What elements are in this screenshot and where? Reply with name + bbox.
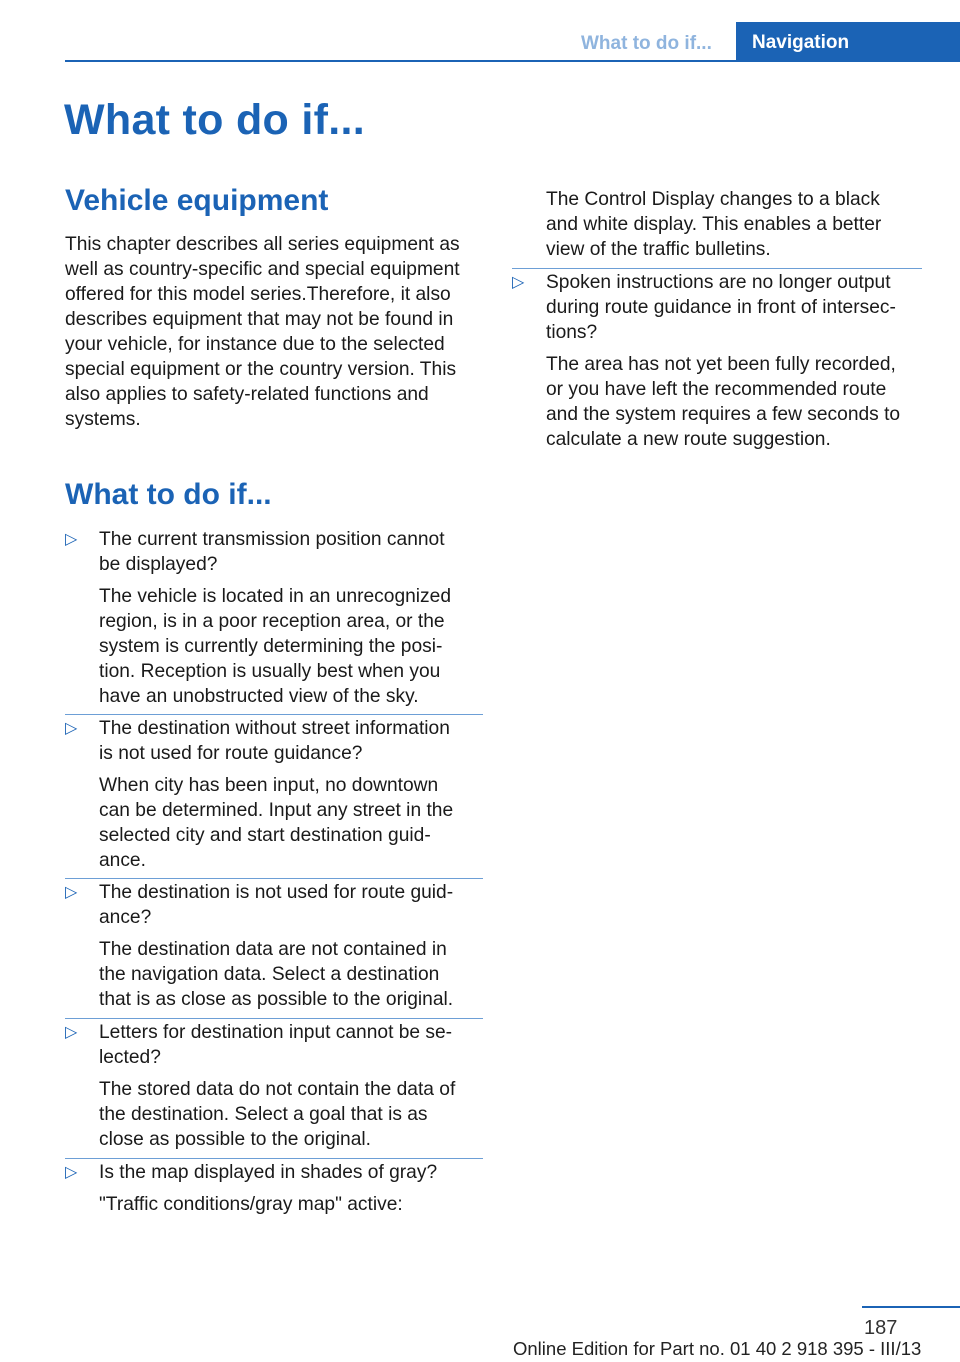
page-number: 187 (864, 1317, 898, 1339)
triangle-bullet-icon: ▷ (65, 884, 78, 901)
item-divider (65, 878, 483, 879)
faq-answer (99, 584, 485, 709)
text-line: close as possible to the original. (99, 1129, 371, 1150)
triangle-bullet-icon: ▷ (65, 531, 78, 548)
faq-question (99, 716, 485, 766)
faq-item (65, 527, 485, 709)
text-line: is not used for route guidance? (99, 743, 363, 764)
text-line: The destination data are not contained in (99, 939, 447, 960)
faq-item (65, 1020, 485, 1152)
text-line: The stored data do not contain the data of (99, 1079, 456, 1100)
text-line: also applies to safety-related functions and (65, 384, 429, 405)
text-line: "Traffic conditions/gray map" active: (99, 1194, 403, 1215)
header-section-title: What to do if... (581, 33, 712, 54)
faq-question (99, 1020, 485, 1070)
faq-answer (99, 1192, 485, 1217)
text-line: The vehicle is located in an unrecognized (99, 586, 451, 607)
chapter-tab-navigation: Navigation (736, 22, 960, 62)
text-line: The destination without street information (99, 718, 450, 739)
vehicle-equipment-text (65, 232, 483, 432)
text-line: Spoken instructions are no longer output (546, 272, 891, 293)
faq-item (512, 270, 922, 452)
text-line: The current transmission position cannot (99, 529, 445, 550)
text-line: that is as close as possible to the original. (99, 989, 454, 1010)
vehicle-equipment-heading: Vehicle equipment (65, 184, 329, 217)
text-line: can be determined. Input any street in the (99, 800, 454, 821)
text-line: calculate a new route suggestion. (546, 429, 831, 450)
footer-rule (862, 1306, 960, 1308)
triangle-bullet-icon: ▷ (512, 274, 525, 291)
text-line: When city has been input, no downtown (99, 775, 439, 796)
text-line: describes equipment that may not be found in (65, 309, 454, 330)
text-line: selected city and start destination guid‐ (99, 825, 431, 846)
faq-question (546, 270, 922, 345)
text-line: systems. (65, 409, 141, 430)
text-line: tion. Reception is usually best when you (99, 661, 441, 682)
text-line: The area has not yet been fully recorded, (546, 354, 896, 375)
text-line: well as country-specific and special equipment (65, 259, 460, 280)
text-line: your vehicle, for instance due to the selected (65, 334, 445, 355)
faq-item (65, 716, 485, 873)
text-line: ance? (99, 907, 152, 928)
item-divider (512, 268, 922, 269)
faq-answer (99, 1077, 485, 1152)
text-line: ance. (99, 850, 146, 871)
text-line: or you have left the recommended route (546, 379, 887, 400)
triangle-bullet-icon: ▷ (65, 1164, 78, 1181)
faq-item (65, 880, 485, 1012)
text-line: and the system requires a few seconds to (546, 404, 901, 425)
faq-answer (546, 352, 922, 452)
triangle-bullet-icon: ▷ (65, 720, 78, 737)
text-line: system is currently determining the posi‐ (99, 636, 443, 657)
faq-answer (99, 937, 485, 1012)
text-line: lected? (99, 1047, 161, 1068)
header-rule (65, 60, 960, 62)
item-divider (65, 1158, 483, 1159)
triangle-bullet-icon: ▷ (65, 1024, 78, 1041)
text-line: have an unobstructed view of the sky. (99, 686, 419, 707)
text-line: the navigation data. Select a destination (99, 964, 440, 985)
what-to-do-heading: What to do if... (65, 478, 272, 511)
faq-answer (99, 773, 485, 873)
text-line: view of the traffic bulletins. (546, 239, 771, 260)
text-line: Letters for destination input cannot be se‐ (99, 1022, 453, 1043)
text-line: The Control Display changes to a black (546, 189, 880, 210)
text-line: special equipment or the country version. This (65, 359, 457, 380)
page-title: What to do if... (64, 96, 365, 144)
continuation-text (546, 187, 922, 262)
faq-question (99, 1160, 485, 1185)
item-divider (65, 714, 483, 715)
text-line: offered for this model series.Therefore, it also (65, 284, 451, 305)
text-line: The destination is not used for route guid‐ (99, 882, 454, 903)
text-line: tions? (546, 322, 598, 343)
text-line: the destination. Select a goal that is as (99, 1104, 428, 1125)
faq-question (99, 527, 485, 577)
text-line: region, is in a poor reception area, or the (99, 611, 445, 632)
faq-item (65, 1160, 485, 1217)
footer-edition-text: Online Edition for Part no. 01 40 2 918 395 - III/13 (513, 1338, 922, 1359)
text-line: This chapter describes all series equipment as (65, 234, 460, 255)
faq-answer-continuation (512, 187, 922, 262)
text-line: and white display. This enables a better (546, 214, 882, 235)
item-divider (65, 1018, 483, 1019)
text-line: Is the map displayed in shades of gray? (99, 1162, 438, 1183)
text-line: during route guidance in front of intersec‐ (546, 297, 896, 318)
text-line: be displayed? (99, 554, 218, 575)
faq-question (99, 880, 485, 930)
